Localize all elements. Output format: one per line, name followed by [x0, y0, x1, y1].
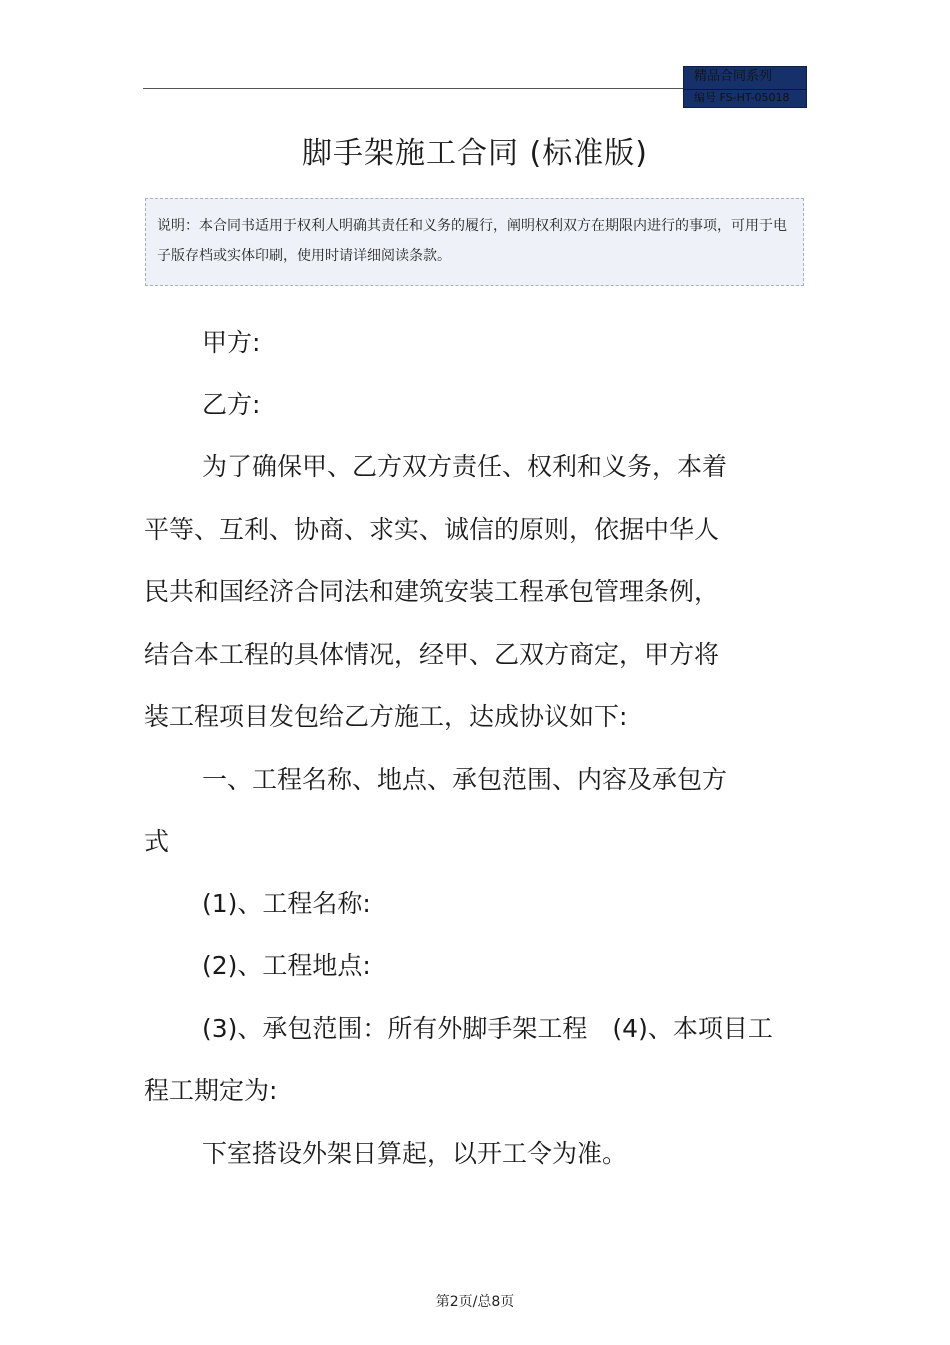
description-box [145, 198, 804, 286]
document-code: 编号 FS-HT-05018 [694, 91, 790, 104]
project-location-line: (2)、工程地点: [202, 951, 371, 980]
schedule-line: 程工期定为: [144, 1076, 278, 1105]
section-heading: 一、工程名称、地点、承包范围、内容及承包方 [202, 765, 728, 794]
start-date-line: 下室搭设外架日算起，以开工令为准。 [202, 1139, 628, 1168]
paragraph-line: 民共和国经济合同法和建筑安装工程承包管理条例， [144, 577, 720, 606]
scope-line: (3)、承包范围：所有外脚手架工程 (4)、本项目工 [202, 1014, 773, 1043]
paragraph-line: 为了确保甲、乙方双方责任、权利和义务，本着 [202, 452, 728, 481]
project-name-line: (1)、工程名称: [202, 889, 371, 918]
document-title: 脚手架施工合同 (标准版) [302, 136, 648, 171]
header-divider [143, 88, 683, 89]
paragraph-line: 装工程项目发包给乙方施工，达成协议如下: [144, 702, 628, 731]
section-heading-cont: 式 [144, 827, 170, 856]
series-badge [683, 66, 807, 108]
page-indicator: 第2页/总8页 [435, 1294, 515, 1310]
party-b-line: 乙方: [202, 390, 261, 419]
paragraph-line: 平等、互利、协商、求实、诚信的原则，依据中华人 [144, 515, 720, 544]
series-label: 精品合同系列 [694, 69, 773, 84]
description-text: 说明：本合同书适用于权利人明确其责任和义务的履行，阐明权利双方在期限内进行的事项，可用于电子版存档或实体印刷，使用时请详细阅读条款。 [157, 218, 787, 264]
party-a-line: 甲方: [202, 328, 261, 357]
paragraph-line: 结合本工程的具体情况，经甲、乙双方商定，甲方将 [144, 640, 720, 669]
